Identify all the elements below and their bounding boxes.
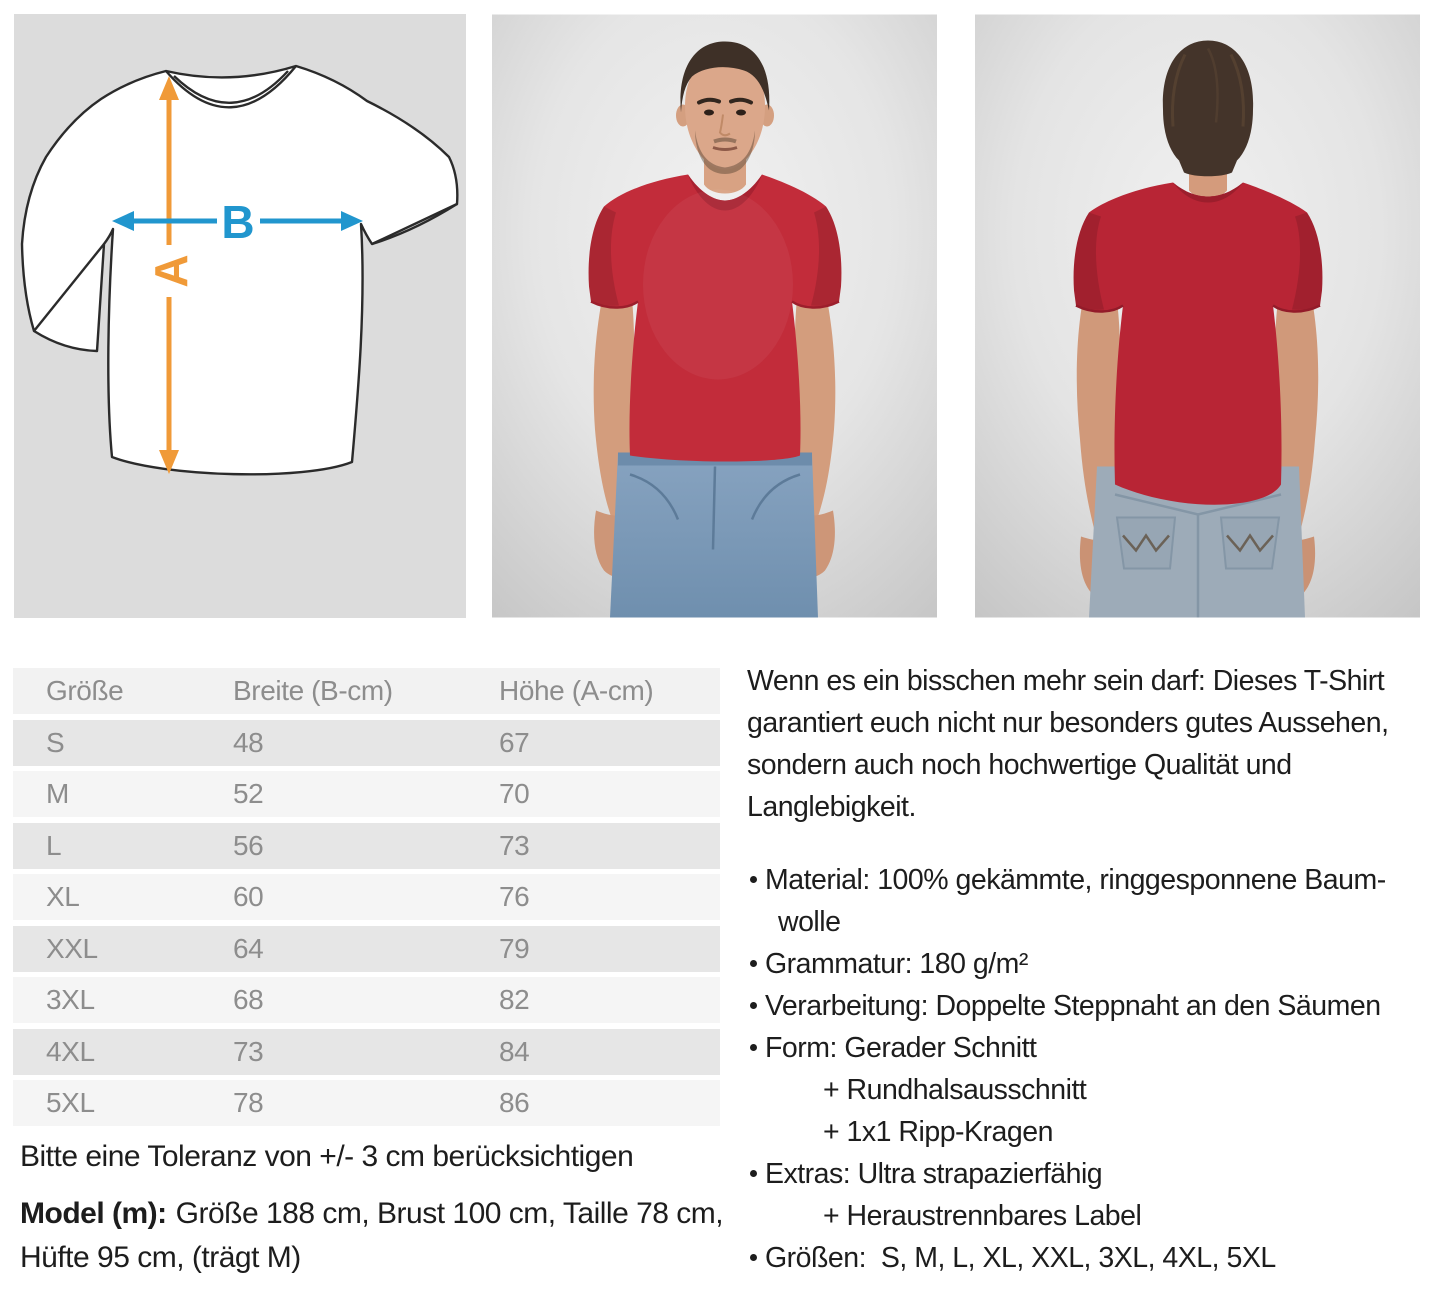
model-info-label: Model (m): <box>20 1197 167 1230</box>
left-eye <box>704 110 714 116</box>
bullet-form: Form: Gerader Schnitt + Rundhalsausschnitt + 1x1 Ripp-Kragen <box>747 1027 1435 1153</box>
feature-list <box>747 859 1435 1279</box>
bullet-dot <box>750 876 757 883</box>
left-back-pocket <box>1117 518 1175 569</box>
bullet-groessen: Größen: S, M, L, XL, XXL, 3XL, 4XL, 5XL <box>747 1237 1435 1279</box>
bullet-dot <box>750 1170 757 1177</box>
size-diagram-panel <box>14 14 466 618</box>
hair-back <box>1163 41 1253 167</box>
bullet-dot <box>750 960 757 967</box>
table-row-4xl: 4XL 73 84 <box>13 1029 720 1075</box>
table-row-xl: XL 60 76 <box>13 874 720 920</box>
model-photo-front <box>492 14 937 618</box>
product-description <box>747 660 1435 1279</box>
right-eye <box>736 110 746 116</box>
model-front-illustration <box>492 14 937 618</box>
mustache <box>714 140 736 142</box>
model-back-illustration <box>975 14 1420 618</box>
column-header-breite: Breite (B-cm) <box>233 675 393 706</box>
model-info <box>20 1192 723 1280</box>
model-measurements: Größe 188 cm, Brust 100 cm, Taille 78 cm, <box>175 1197 724 1230</box>
jeans <box>610 453 818 618</box>
column-header-groesse: Größe <box>46 675 124 706</box>
model-info-line2: Hüfte 95 cm, (trägt M) <box>20 1241 301 1274</box>
tshirt-measure-diagram <box>14 14 466 618</box>
tolerance-note: Bitte eine Toleranz von +/- 3 cm berücksichtigen <box>20 1140 634 1173</box>
model-photo-back <box>975 14 1420 618</box>
bullet-material: Material: 100% gekämmte, ringgesponnene Baum- wolle <box>747 859 1435 943</box>
table-row-5xl: 5XL 78 86 <box>13 1080 720 1126</box>
label-b: B <box>221 196 255 248</box>
bullet-grammatur: Grammatur: 180 g/m² <box>747 943 1435 985</box>
size-table-header-row <box>13 668 720 714</box>
bullet-dot <box>750 1044 757 1051</box>
bullet-extras: Extras: Ultra strapazierfähig + Heraustrennbares Label <box>747 1153 1435 1237</box>
table-row-l: L 56 73 <box>13 823 720 869</box>
table-row-m: M 52 70 <box>13 771 720 817</box>
tshirt-outline <box>22 66 457 474</box>
column-header-hoehe: Höhe (A-cm) <box>499 675 654 706</box>
bullet-dot <box>750 1002 757 1009</box>
right-back-pocket <box>1221 518 1279 569</box>
size-table <box>13 668 720 1132</box>
model-info-line1 <box>20 1192 723 1236</box>
bullet-verarbeitung: Verarbeitung: Doppelte Steppnaht an den Säumen <box>747 985 1435 1027</box>
table-row-xxl: XXL 64 79 <box>13 926 720 972</box>
table-row-3xl: 3XL 68 82 <box>13 977 720 1023</box>
description-intro: Wenn es ein bisschen mehr sein darf: Dieses T-Shirt garantiert euch nicht nur besonders gutes Aussehen, sondern auch noch hochwertige Qualität und Langlebigkeit. <box>747 665 1389 823</box>
bullet-dot <box>750 1254 757 1261</box>
label-a: A <box>145 254 197 288</box>
table-row-s: S 48 67 <box>13 720 720 766</box>
